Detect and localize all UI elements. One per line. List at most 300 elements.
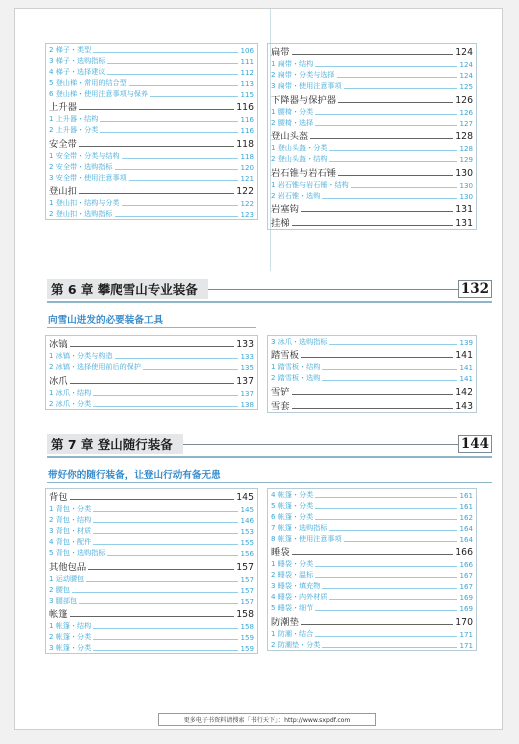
toc-entry-title: 1 背包・分类 (49, 504, 92, 514)
toc-entry-page: 159 (240, 633, 254, 643)
toc-leader-line (93, 544, 238, 545)
toc-entry-page: 162 (459, 513, 473, 522)
toc-subentry (46, 124, 257, 135)
toc-subentry (268, 106, 476, 117)
chapter-6-page: 132 (458, 280, 492, 298)
chapter-6-heading (47, 279, 492, 299)
toc-block-right-2 (267, 335, 477, 413)
toc-subentry (268, 569, 476, 580)
toc-entry-title: 2 背包・结构 (49, 515, 92, 525)
toc-entry-page: 166 (455, 547, 473, 559)
chapter-7-heading (47, 434, 492, 454)
toc-subentry (268, 361, 476, 372)
toc-entry-page: 161 (459, 502, 473, 511)
toc-entry-title: 2 登山头盔・结构 (271, 154, 328, 164)
toc-leader-line (315, 497, 457, 498)
toc-entry-title: 3 冰爪・选购指标 (271, 337, 328, 346)
toc-entry-title: 睡袋 (271, 547, 290, 559)
toc-leader-line (315, 636, 457, 637)
toc-entry-page: 135 (240, 363, 254, 373)
toc-entry-title: 2 帐篷・分类 (49, 632, 92, 642)
toc-block-left-2 (45, 335, 258, 410)
toc-entry-title: 4 背包・配件 (49, 537, 92, 547)
toc-leader-line (70, 616, 235, 617)
toc-block-right-1 (267, 43, 477, 230)
toc-section-entry (268, 44, 476, 58)
toc-leader-line (315, 577, 457, 578)
toc-block-left-1 (45, 43, 258, 220)
toc-entry-title: 2 岩石锥・选购 (271, 190, 321, 200)
toc-entry-title: 1 冰爪・结构 (49, 387, 92, 397)
toc-entry-page: 156 (240, 549, 254, 559)
toc-entry-page: 128 (455, 131, 473, 143)
toc-entry-page: 167 (459, 582, 473, 592)
toc-entry-title: 1 登山头盔・分类 (271, 143, 328, 153)
toc-entry-page: 142 (455, 386, 473, 398)
toc-leader-line (115, 216, 239, 217)
toc-leader-line (143, 369, 239, 370)
toc-subentry (46, 350, 257, 361)
toc-leader-line (329, 150, 457, 151)
toc-entry-page: 164 (459, 524, 473, 533)
toc-entry-page: 153 (240, 527, 254, 537)
toc-subentry (46, 88, 257, 99)
toc-subentry (268, 639, 476, 650)
toc-leader-line (292, 408, 454, 409)
toc-section-entry (268, 383, 476, 397)
toc-entry-title: 2 安全带・选购指标 (49, 161, 113, 171)
toc-leader-line (301, 624, 453, 625)
toc-entry-title: 4 睡袋・内外材质 (271, 592, 328, 602)
toc-subentry (268, 80, 476, 91)
toc-entry-page: 167 (459, 571, 473, 581)
toc-entry-title: 6 帐篷・分类 (271, 512, 314, 521)
toc-entry-page: 169 (459, 604, 473, 614)
toc-section-entry (268, 164, 476, 178)
toc-entry-title: 3 扁带・使用注意事项 (271, 81, 342, 91)
toc-entry-title: 1 登山扣・结构与分类 (49, 198, 120, 208)
toc-entry-page: 118 (240, 151, 254, 161)
toc-leader-line (100, 121, 238, 122)
toc-subentry (268, 533, 476, 544)
toc-subentry (46, 197, 257, 208)
toc-entry-page: 124 (459, 71, 473, 81)
toc-subentry (46, 150, 257, 161)
toc-entry-page: 138 (240, 399, 254, 409)
chapter-6-title: 第 6 章 攀爬雪山专业装备 (47, 279, 208, 299)
toc-leader-line (93, 650, 238, 651)
toc-subentry (268, 558, 476, 569)
toc-entry-title: 背包 (49, 492, 68, 504)
toc-subentry (46, 620, 257, 631)
toc-entry-page: 164 (459, 535, 473, 544)
toc-entry-page: 126 (459, 107, 473, 117)
toc-leader-line (129, 180, 239, 181)
toc-entry-title: 1 帐篷・结构 (49, 621, 92, 631)
toc-subentry (46, 547, 257, 558)
toc-leader-line (93, 628, 238, 629)
toc-subentry (46, 584, 257, 595)
toc-entry-page: 121 (240, 173, 254, 183)
toc-section-entry (268, 544, 476, 558)
toc-entry-page: 116 (236, 102, 254, 114)
toc-entry-page: 125 (459, 82, 473, 92)
toc-entry-page: 122 (240, 199, 254, 209)
toc-entry-title: 登山头盔 (271, 131, 309, 143)
toc-section-entry (46, 135, 257, 149)
toc-entry-page: 170 (455, 616, 473, 628)
toc-entry-page: 157 (240, 574, 254, 584)
toc-leader-line (93, 639, 238, 640)
toc-entry-page: 155 (240, 538, 254, 548)
toc-entry-title: 1 岩石锥与岩石锤・结构 (271, 179, 349, 189)
chapter-7-page: 144 (458, 435, 492, 453)
toc-subentry (268, 179, 476, 190)
toc-entry-page: 115 (240, 90, 254, 99)
toc-entry-title: 3 腿部包 (49, 595, 78, 605)
toc-entry-title: 1 防潮・结合 (271, 628, 314, 638)
toc-entry-title: 挂梯 (271, 218, 290, 230)
toc-entry-page: 133 (236, 339, 254, 351)
toc-leader-line (107, 63, 238, 64)
toc-leader-line (322, 369, 457, 370)
toc-entry-page: 116 (240, 115, 254, 125)
toc-entry-page: 123 (240, 210, 254, 220)
toc-leader-line (315, 566, 457, 567)
toc-entry-page: 161 (459, 491, 473, 500)
toc-entry-title: 1 睡袋・分类 (271, 559, 314, 569)
toc-entry-title: 5 登山梯・常用的结合型 (49, 78, 127, 87)
toc-leader-line (93, 533, 238, 534)
toc-leader-line (329, 530, 457, 531)
toc-section-entry (268, 398, 476, 412)
toc-leader-line (93, 395, 238, 396)
toc-entry-page: 120 (240, 162, 254, 172)
toc-leader-line (107, 555, 238, 556)
toc-entry-page: 171 (459, 629, 473, 639)
toc-entry-page: 126 (455, 94, 473, 106)
toc-leader-line (122, 205, 239, 206)
toc-entry-title: 2 睡袋・温标 (271, 570, 314, 580)
toc-subentry (268, 372, 476, 383)
toc-entry-title: 5 背包・选购指标 (49, 548, 106, 558)
toc-entry-title: 防潮垫 (271, 616, 299, 628)
toc-entry-page: 141 (459, 374, 473, 384)
toc-leader-line (93, 522, 238, 523)
toc-entry-page: 130 (455, 167, 473, 179)
toc-leader-line (344, 541, 458, 542)
toc-entry-page: 133 (240, 352, 254, 362)
toc-leader-line (70, 383, 235, 384)
toc-entry-page: 131 (455, 203, 473, 215)
toc-section-entry (268, 91, 476, 105)
toc-entry-title: 3 安全带・使用注意事项 (49, 172, 127, 182)
toc-entry-page: 122 (236, 186, 254, 198)
chapter-7-leader (183, 444, 458, 445)
toc-section-entry (46, 558, 257, 572)
toc-leader-line (93, 52, 238, 53)
toc-entry-page: 159 (240, 644, 254, 654)
toc-entry-page: 127 (459, 118, 473, 128)
toc-leader-line (107, 74, 238, 75)
toc-leader-line (93, 406, 238, 407)
toc-leader-line (79, 603, 238, 604)
toc-leader-line (292, 394, 454, 395)
toc-entry-page: 118 (236, 138, 254, 150)
toc-entry-title: 2 登山扣・选购指标 (49, 209, 113, 219)
chapter-7-underline (47, 456, 492, 458)
toc-entry-title: 1 上升器・结构 (49, 114, 99, 124)
toc-subentry (268, 591, 476, 602)
toc-entry-title: 1 腰椅・分类 (271, 106, 314, 116)
toc-leader-line (329, 344, 457, 345)
toc-entry-page: 112 (240, 68, 254, 77)
toc-entry-title: 2 踏雪板・选购 (271, 373, 321, 383)
toc-subentry (268, 511, 476, 522)
toc-entry-page: 116 (240, 126, 254, 136)
chapter-6-subtitle: 向雪山进发的必要装备工具 (48, 315, 164, 326)
toc-entry-title: 冰镐 (49, 339, 68, 351)
toc-entry-page: 139 (459, 338, 473, 347)
toc-entry-page: 171 (459, 640, 473, 650)
toc-entry-page: 124 (455, 47, 473, 59)
toc-entry-page: 131 (455, 218, 473, 230)
toc-subentry (46, 161, 257, 172)
chapter-6-underline (47, 301, 492, 303)
toc-subentry (46, 387, 257, 398)
toc-entry-title: 2 上升器・分类 (49, 125, 99, 135)
toc-entry-page: 113 (240, 79, 254, 88)
toc-leader-line (351, 187, 458, 188)
toc-leader-line (338, 102, 453, 103)
toc-entry-title: 6 登山梯・使用注意事项与保养 (49, 89, 148, 98)
toc-entry-title: 雪套 (271, 401, 290, 413)
chapter-7-subtitle-underline (47, 482, 492, 483)
toc-section-entry (268, 613, 476, 627)
toc-leader-line (301, 211, 453, 212)
chapter-7-title: 第 7 章 登山随行装备 (47, 434, 183, 454)
toc-leader-line (315, 519, 457, 520)
toc-entry-title: 2 扁带・分类与选择 (271, 70, 335, 80)
toc-subentry (46, 44, 257, 55)
toc-subentry (268, 142, 476, 153)
toc-subentry (46, 113, 257, 124)
toc-section-entry (46, 489, 257, 503)
toc-leader-line (315, 114, 457, 115)
toc-subentry (268, 628, 476, 639)
toc-subentry (268, 489, 476, 500)
toc-entry-page: 157 (240, 596, 254, 606)
toc-entry-page: 130 (459, 180, 473, 190)
toc-entry-page: 130 (459, 191, 473, 201)
toc-leader-line (93, 511, 238, 512)
toc-entry-title: 7 帐篷・选购指标 (271, 523, 328, 532)
toc-leader-line (79, 146, 234, 147)
chapter-6-leader (208, 289, 458, 290)
toc-entry-title: 5 睡袋・细节 (271, 603, 314, 613)
chapter-6-subtitle-underline (47, 327, 256, 328)
toc-leader-line (88, 569, 234, 570)
toc-subentry (46, 208, 257, 219)
toc-subentry (46, 77, 257, 88)
toc-leader-line (322, 647, 457, 648)
toc-entry-page: 124 (459, 60, 473, 70)
toc-subentry (46, 525, 257, 536)
toc-section-entry (46, 99, 257, 113)
toc-entry-title: 3 背包・材质 (49, 526, 92, 536)
toc-entry-title: 雪铲 (271, 386, 290, 398)
toc-subentry (268, 336, 476, 347)
toc-leader-line (301, 357, 453, 358)
toc-entry-title: 5 帐篷・分类 (271, 501, 314, 510)
toc-leader-line (310, 138, 453, 139)
toc-leader-line (344, 88, 458, 89)
toc-entry-page: 137 (236, 375, 254, 387)
toc-block-left-3 (45, 488, 258, 654)
toc-entry-page: 106 (240, 46, 254, 55)
chapter-7-subtitle: 带好你的随行装备，让登山行动有备无患 (48, 470, 221, 481)
toc-leader-line (329, 599, 457, 600)
toc-leader-line (72, 592, 238, 593)
toc-entry-page: 145 (236, 492, 254, 504)
toc-subentry (268, 602, 476, 613)
toc-subentry (46, 172, 257, 183)
toc-leader-line (322, 380, 457, 381)
toc-subentry (268, 500, 476, 511)
toc-leader-line (100, 132, 238, 133)
toc-subentry (46, 514, 257, 525)
toc-entry-title: 3 睡袋・填充物 (271, 581, 321, 591)
toc-leader-line (322, 198, 457, 199)
toc-leader-line (322, 588, 457, 589)
toc-entry-title: 4 帐篷・分类 (271, 490, 314, 499)
toc-entry-page: 158 (240, 622, 254, 632)
toc-subentry (46, 536, 257, 547)
toc-section-entry (268, 215, 476, 229)
toc-subentry (46, 503, 257, 514)
toc-leader-line (115, 169, 239, 170)
toc-section-entry (268, 347, 476, 361)
toc-entry-title: 下降器与保护器 (271, 94, 337, 106)
toc-leader-line (70, 346, 235, 347)
toc-entry-page: 143 (455, 401, 473, 413)
toc-entry-title: 上升器 (49, 102, 77, 114)
toc-subentry (268, 522, 476, 533)
toc-subentry (268, 58, 476, 69)
toc-leader-line (79, 109, 234, 110)
toc-entry-title: 登山扣 (49, 186, 77, 198)
toc-entry-title: 岩塞钩 (271, 203, 299, 215)
toc-subentry (46, 398, 257, 409)
toc-section-entry (268, 201, 476, 215)
toc-subentry (46, 361, 257, 372)
toc-subentry (46, 66, 257, 77)
toc-entry-page: 111 (240, 57, 254, 66)
toc-subentry (268, 69, 476, 80)
toc-entry-title: 2 防潮垫・分类 (271, 639, 321, 649)
toc-entry-page: 166 (459, 560, 473, 570)
toc-entry-title: 帐篷 (49, 609, 68, 621)
toc-leader-line (79, 193, 234, 194)
toc-subentry (46, 631, 257, 642)
toc-entry-title: 2 腰椅・选择 (271, 117, 314, 127)
toc-subentry (268, 117, 476, 128)
toc-entry-page: 157 (236, 561, 254, 573)
toc-entry-title: 2 梯子・类型 (49, 45, 92, 54)
toc-entry-title: 1 运动腰包 (49, 573, 85, 583)
toc-entry-title: 3 帐篷・分类 (49, 643, 92, 653)
toc-leader-line (150, 96, 238, 97)
toc-entry-page: 145 (240, 505, 254, 515)
toc-block-right-3 (267, 488, 477, 651)
toc-entry-page: 146 (240, 516, 254, 526)
book-page (14, 8, 503, 730)
toc-entry-title: 其他包品 (49, 561, 87, 573)
toc-leader-line (315, 125, 457, 126)
toc-leader-line (315, 508, 457, 509)
toc-leader-line (315, 610, 457, 611)
toc-entry-page: 157 (240, 585, 254, 595)
toc-entry-title: 4 梯子・选择建议 (49, 67, 106, 76)
toc-section-entry (46, 372, 257, 386)
toc-section-entry (46, 606, 257, 620)
toc-section-entry (268, 128, 476, 142)
page-footer: 更多电子书资料请搜索「书行天下」：http://www.sxpdf.com (158, 713, 376, 726)
toc-leader-line (292, 54, 454, 55)
toc-entry-title: 1 冰镐・分类与构造 (49, 351, 113, 361)
toc-leader-line (86, 581, 238, 582)
toc-entry-page: 141 (455, 350, 473, 362)
toc-entry-title: 1 踏雪板・结构 (271, 362, 321, 372)
toc-leader-line (129, 85, 239, 86)
toc-leader-line (115, 358, 239, 359)
toc-section-entry (46, 336, 257, 350)
toc-entry-title: 2 冰镐・选择使用前后的保护 (49, 362, 141, 372)
toc-entry-title: 冰爪 (49, 375, 68, 387)
toc-leader-line (292, 554, 454, 555)
toc-subentry (46, 573, 257, 584)
toc-leader-line (292, 225, 454, 226)
toc-entry-title: 扁带 (271, 47, 290, 59)
toc-entry-page: 137 (240, 388, 254, 398)
toc-leader-line (337, 77, 458, 78)
toc-subentry (268, 153, 476, 164)
toc-entry-title: 安全带 (49, 138, 77, 150)
toc-entry-page: 128 (459, 144, 473, 154)
toc-entry-title: 1 扁带・结构 (271, 59, 314, 69)
toc-entry-page: 129 (459, 155, 473, 165)
toc-entry-title: 岩石锥与岩石锤 (271, 167, 337, 179)
toc-subentry (268, 190, 476, 201)
toc-entry-title: 踏雪板 (271, 350, 299, 362)
toc-leader-line (70, 499, 235, 500)
toc-entry-title: 2 冰爪・分类 (49, 398, 92, 408)
toc-entry-title: 3 梯子・选购指标 (49, 56, 106, 65)
toc-entry-page: 141 (459, 363, 473, 373)
toc-leader-line (338, 175, 453, 176)
toc-subentry (46, 642, 257, 653)
toc-entry-title: 8 帐篷・使用注意事项 (271, 534, 342, 543)
toc-subentry (268, 580, 476, 591)
toc-leader-line (122, 158, 239, 159)
toc-entry-title: 2 腰包 (49, 584, 70, 594)
toc-subentry (46, 55, 257, 66)
toc-leader-line (315, 66, 457, 67)
toc-leader-line (329, 161, 457, 162)
toc-section-entry (46, 183, 257, 197)
toc-entry-page: 158 (236, 609, 254, 621)
toc-entry-page: 169 (459, 593, 473, 603)
